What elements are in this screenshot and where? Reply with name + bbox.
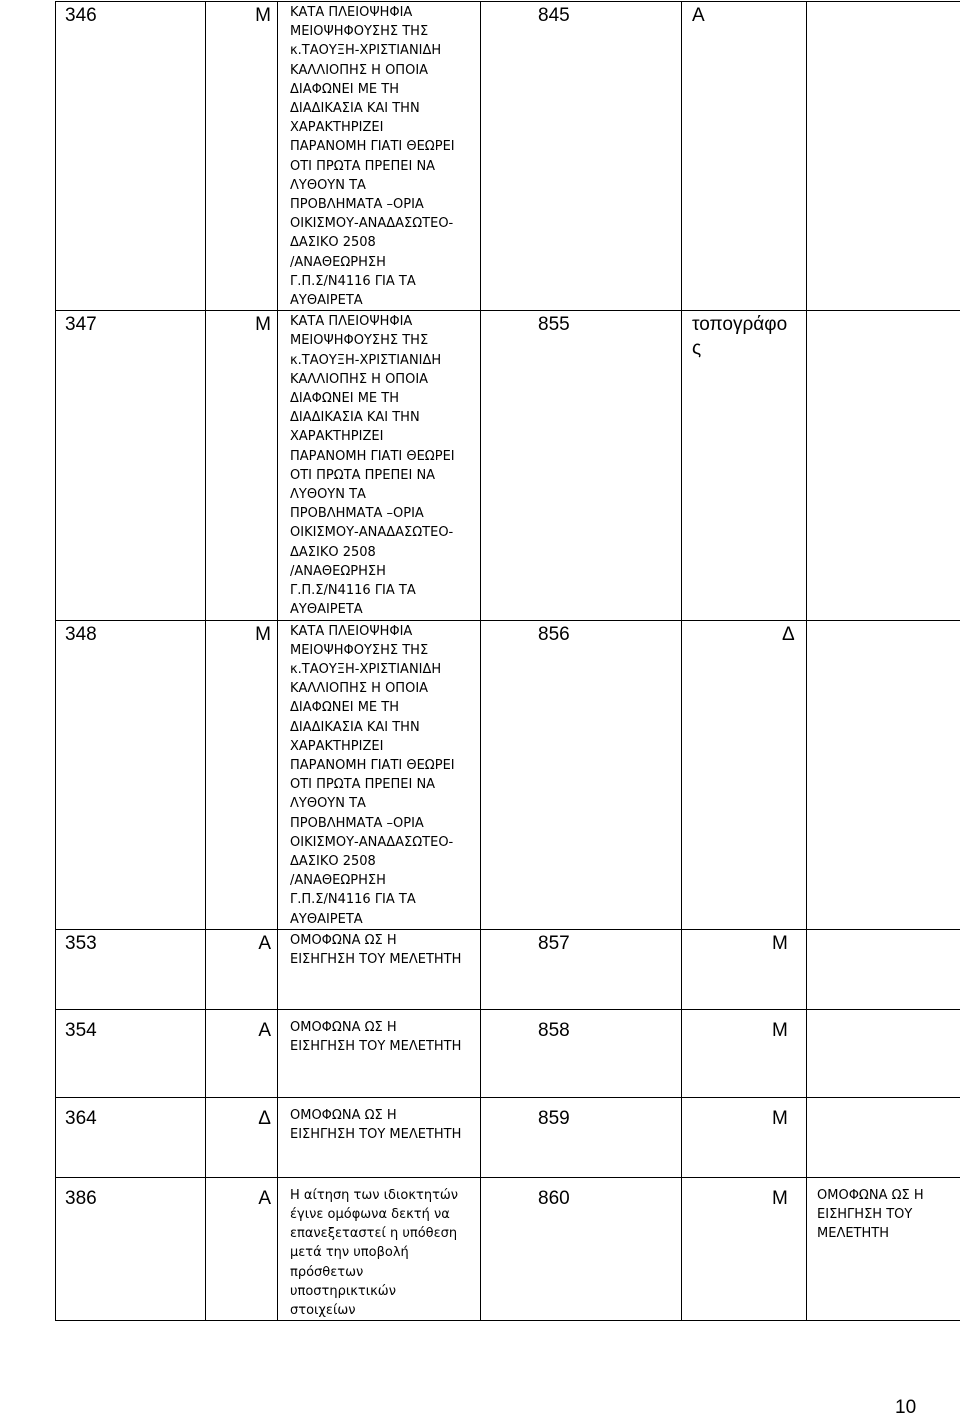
- table-row: [56, 1009, 960, 1097]
- right-note: [807, 929, 960, 1009]
- decisions-table: [55, 1, 960, 1321]
- left-category: Α: [206, 1177, 278, 1320]
- right-category: Μ: [682, 1009, 807, 1097]
- decision-text: ΟΜΟΦΩΝΑ ΩΣ Η ΕΙΣΗΓΗΣΗ ΤΟΥ ΜΕΛΕΤΗΤΗ: [278, 1009, 481, 1097]
- right-category: Δ: [682, 620, 807, 929]
- table-row: [56, 620, 960, 929]
- left-number: 386: [56, 1177, 206, 1320]
- left-number: 364: [56, 1097, 206, 1177]
- right-number: 859: [481, 1097, 682, 1177]
- page-number: 10: [895, 1397, 916, 1419]
- right-number: 860: [481, 1177, 682, 1320]
- right-note: [807, 2, 960, 311]
- decision-text: ΚΑΤΑ ΠΛΕΙΟΨΗΦΙΑ ΜΕΙΟΨΗΦΟΥΣΗΣ ΤΗΣ κ.ΤΑΟΥΞΗ-ΧΡΙΣΤΙΑΝΙΔΗ ΚΑΛΛΙΟΠΗΣ Η ΟΠΟΙΑ ΔΙΑΦΩΝΕΙ ΜΕ ΤΗ ΔΙΑΔΙΚΑΣΙΑ ΚΑΙ ΤΗΝ ΧΑΡΑΚΤΗΡΙΖΕΙ ΠΑΡΑΝΟΜΗ ΓΙΑΤΙ ΘΕΩΡΕΙ ΟΤΙ ΠΡΩΤΑ ΠΡΕΠΕΙ ΝΑ ΛΥΘΟΥΝ ΤΑ ΠΡΟΒΛΗΜΑΤΑ –ΟΡΙΑ ΟΙΚΙΣΜΟΥ-ΑΝΑΔΑΣΩΤΕΟ- ΔΑΣΙΚΟ 2508 /ΑΝΑΘΕΩΡΗΣΗ Γ.Π.Σ/Ν4116 ΓΙΑ ΤΑ ΑΥΘΑΙΡΕΤΑ: [278, 2, 481, 311]
- right-number: 857: [481, 929, 682, 1009]
- right-number: 845: [481, 2, 682, 311]
- right-category: Μ: [682, 1177, 807, 1320]
- right-category: Α: [682, 2, 807, 311]
- table-row: [56, 2, 960, 311]
- right-note: [807, 1097, 960, 1177]
- decision-text: ΚΑΤΑ ΠΛΕΙΟΨΗΦΙΑ ΜΕΙΟΨΗΦΟΥΣΗΣ ΤΗΣ κ.ΤΑΟΥΞΗ-ΧΡΙΣΤΙΑΝΙΔΗ ΚΑΛΛΙΟΠΗΣ Η ΟΠΟΙΑ ΔΙΑΦΩΝΕΙ ΜΕ ΤΗ ΔΙΑΔΙΚΑΣΙΑ ΚΑΙ ΤΗΝ ΧΑΡΑΚΤΗΡΙΖΕΙ ΠΑΡΑΝΟΜΗ ΓΙΑΤΙ ΘΕΩΡΕΙ ΟΤΙ ΠΡΩΤΑ ΠΡΕΠΕΙ ΝΑ ΛΥΘΟΥΝ ΤΑ ΠΡΟΒΛΗΜΑΤΑ –ΟΡΙΑ ΟΙΚΙΣΜΟΥ-ΑΝΑΔΑΣΩΤΕΟ- ΔΑΣΙΚΟ 2508 /ΑΝΑΘΕΩΡΗΣΗ Γ.Π.Σ/Ν4116 ΓΙΑ ΤΑ ΑΥΘΑΙΡΕΤΑ: [278, 620, 481, 929]
- right-category: Μ: [682, 929, 807, 1009]
- decision-text: ΚΑΤΑ ΠΛΕΙΟΨΗΦΙΑ ΜΕΙΟΨΗΦΟΥΣΗΣ ΤΗΣ κ.ΤΑΟΥΞΗ-ΧΡΙΣΤΙΑΝΙΔΗ ΚΑΛΛΙΟΠΗΣ Η ΟΠΟΙΑ ΔΙΑΦΩΝΕΙ ΜΕ ΤΗ ΔΙΑΔΙΚΑΣΙΑ ΚΑΙ ΤΗΝ ΧΑΡΑΚΤΗΡΙΖΕΙ ΠΑΡΑΝΟΜΗ ΓΙΑΤΙ ΘΕΩΡΕΙ ΟΤΙ ΠΡΩΤΑ ΠΡΕΠΕΙ ΝΑ ΛΥΘΟΥΝ ΤΑ ΠΡΟΒΛΗΜΑΤΑ –ΟΡΙΑ ΟΙΚΙΣΜΟΥ-ΑΝΑΔΑΣΩΤΕΟ- ΔΑΣΙΚΟ 2508 /ΑΝΑΘΕΩΡΗΣΗ Γ.Π.Σ/Ν4116 ΓΙΑ ΤΑ ΑΥΘΑΙΡΕΤΑ: [278, 311, 481, 620]
- left-number: 346: [56, 2, 206, 311]
- left-category: Μ: [206, 2, 278, 311]
- left-number: 354: [56, 1009, 206, 1097]
- decision-text: Η αίτηση των ιδιοκτητών έγινε ομόφωνα δεκτή να επανεξεταστεί η υπόθεση μετά την υποβολή πρόσθετων υποστηρικτικών στοιχείων: [278, 1177, 481, 1320]
- left-number: 347: [56, 311, 206, 620]
- right-number: 855: [481, 311, 682, 620]
- right-category: Μ: [682, 1097, 807, 1177]
- right-note: ΟΜΟΦΩΝΑ ΩΣ Η ΕΙΣΗΓΗΣΗ ΤΟΥ ΜΕΛΕΤΗΤΗ: [807, 1177, 960, 1320]
- left-category: Μ: [206, 311, 278, 620]
- left-category: Δ: [206, 1097, 278, 1177]
- right-category: τοπογράφο ς: [682, 311, 807, 620]
- left-number: 353: [56, 929, 206, 1009]
- right-number: 856: [481, 620, 682, 929]
- table-row: [56, 311, 960, 620]
- table-row: [56, 1177, 960, 1320]
- decision-text: ΟΜΟΦΩΝΑ ΩΣ Η ΕΙΣΗΓΗΣΗ ΤΟΥ ΜΕΛΕΤΗΤΗ: [278, 929, 481, 1009]
- table-row: [56, 929, 960, 1009]
- right-note: [807, 620, 960, 929]
- table-row: [56, 1097, 960, 1177]
- left-number: 348: [56, 620, 206, 929]
- right-note: [807, 311, 960, 620]
- left-category: Μ: [206, 620, 278, 929]
- decision-text: ΟΜΟΦΩΝΑ ΩΣ Η ΕΙΣΗΓΗΣΗ ΤΟΥ ΜΕΛΕΤΗΤΗ: [278, 1097, 481, 1177]
- right-number: 858: [481, 1009, 682, 1097]
- left-category: Α: [206, 1009, 278, 1097]
- left-category: Α: [206, 929, 278, 1009]
- right-note: [807, 1009, 960, 1097]
